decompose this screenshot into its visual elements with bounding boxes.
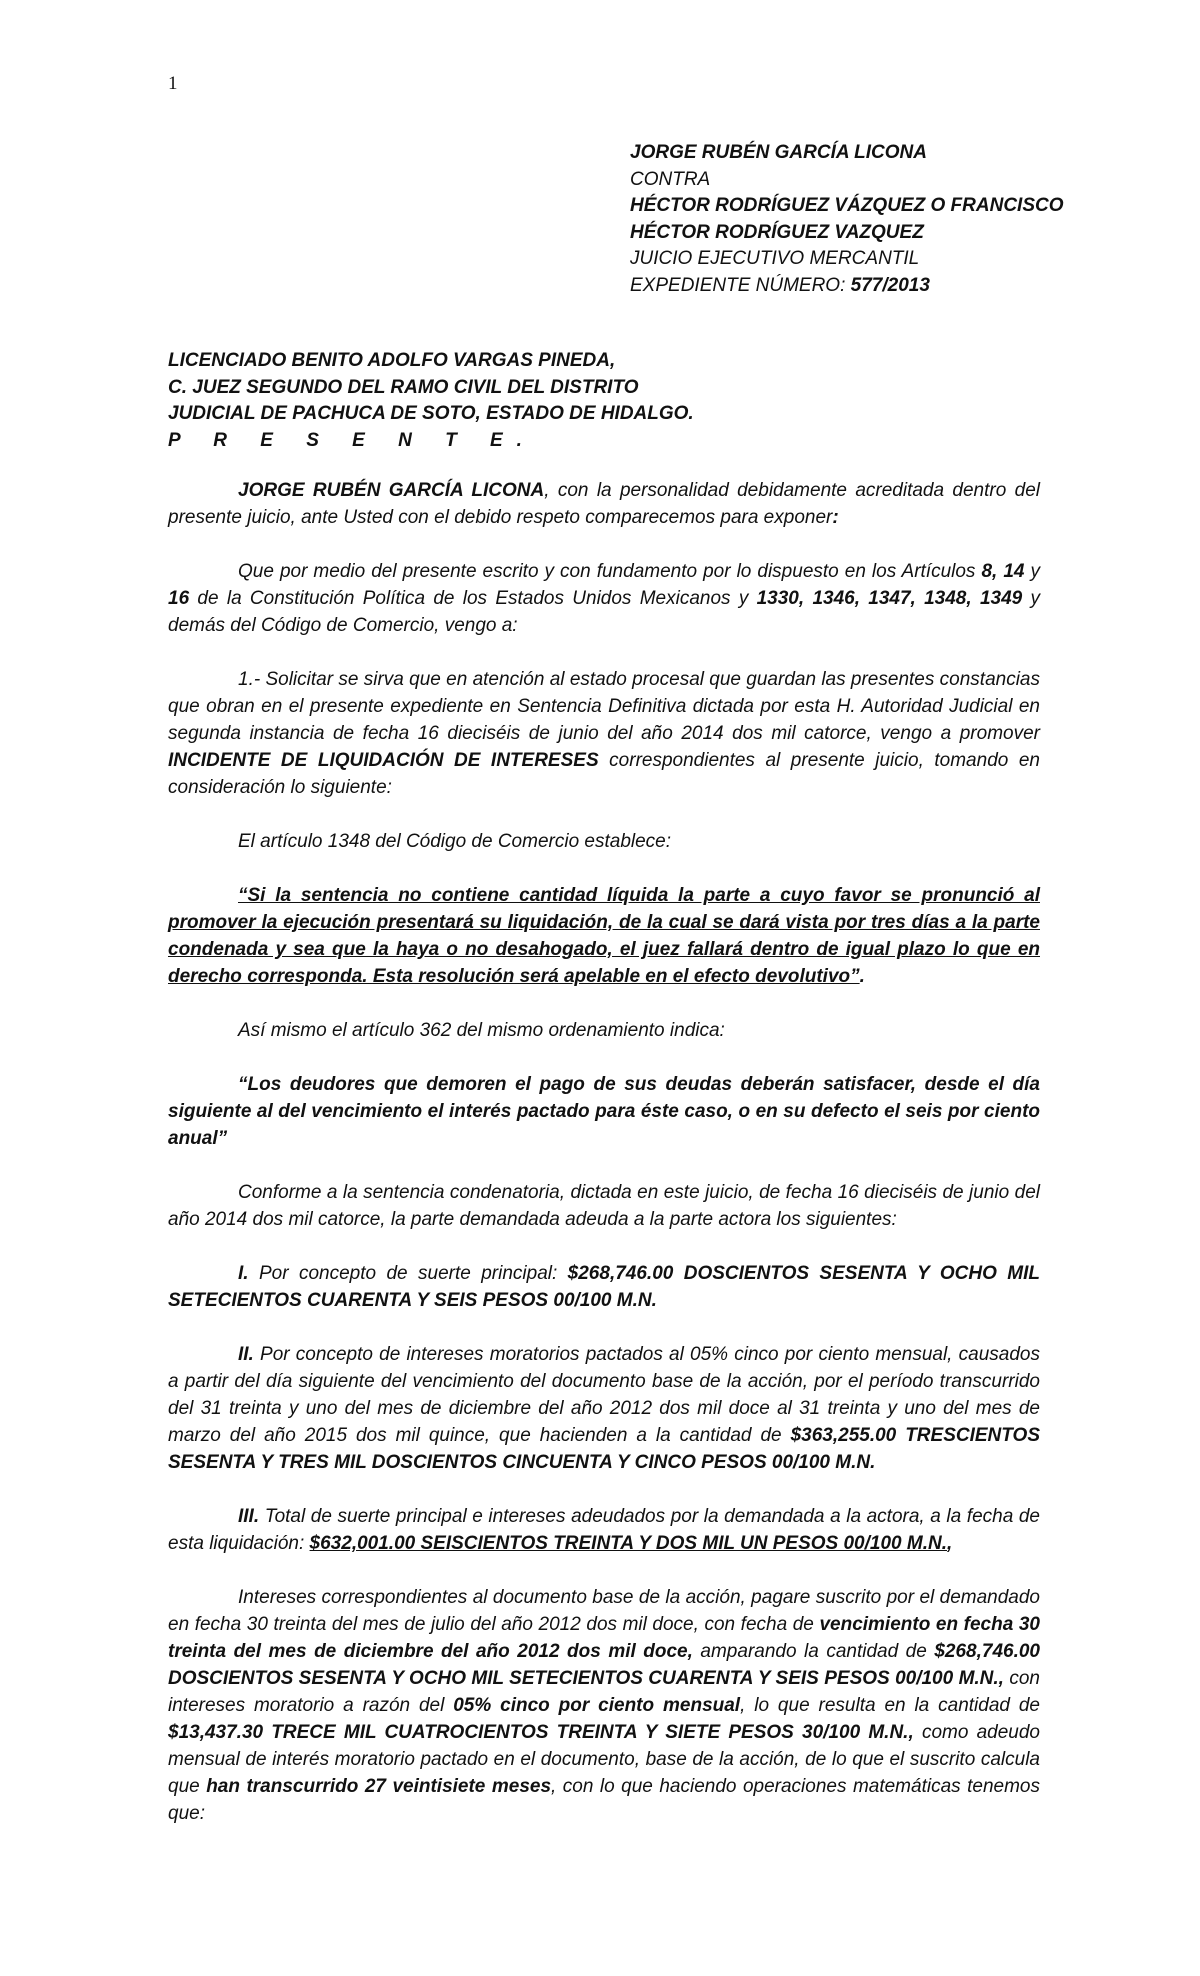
intro-text: , con la personalidad debidamente acreditada dentro del presente juicio, ante Usted con el debido respeto comparecemos para exponer — [168, 480, 1040, 528]
interest-principal-amount: $268,746.00 DOSCIENTOS SESENTA Y OCHO MIL SETECIENTOS CUARENTA Y SEIS PESOS 00/100 M.N., — [168, 1641, 1040, 1689]
case-caption — [630, 140, 1064, 299]
interest-calculation-paragraph — [168, 1584, 1040, 1827]
interest-text-3: con intereses moratorio a razón del — [168, 1668, 1040, 1716]
interest-due-date: vencimiento en fecha 30 treinta del mes de diciembre del año 2012 dos mil doce, — [168, 1614, 1040, 1662]
grounds-text-2: y — [1024, 561, 1041, 582]
interest-monthly-amount: $13,437.30 TRECE MIL CUATROCIENTOS TREINTA Y SIETE PESOS 30/100 M.N., — [168, 1722, 914, 1743]
petitioner-name: JORGE RUBÉN GARCÍA LICONA — [238, 480, 545, 501]
file-number: 577/2013 — [850, 274, 930, 296]
addressee-line-1: LICENCIADO BENITO ADOLFO VARGAS PINEDA, — [168, 350, 616, 371]
grounds-text-3: de la Constitución Política de los Estados Unidos Mexicanos y — [189, 588, 757, 609]
file-number-label: EXPEDIENTE NÚMERO: — [630, 274, 851, 296]
request-text-1: 1.- Solicitar se sirva que en atención al estado procesal que guardan las presentes constancias que obran en el presente expediente en Sentencia Definitiva dictada por esta H. Autoridad Judicial en segunda instancia de fecha 16 dieciséis de junio del año 2014 dos mil catorce, vengo a promover — [168, 669, 1040, 744]
interest-months-elapsed: han transcurrido 27 veintisiete meses — [206, 1776, 552, 1797]
item-number: III. — [238, 1506, 260, 1527]
article-1348-quote-period: . — [859, 966, 865, 987]
interest-text-4: , lo que resulta en la cantidad de — [740, 1695, 1040, 1716]
addressee-line-2: C. JUEZ SEGUNDO DEL RAMO CIVIL DEL DISTRITO — [168, 376, 639, 398]
item-text: Total de suerte principal e intereses adeudados por la demandada a la actora, a la fecha de esta liquidación: — [168, 1506, 1040, 1554]
item-number: I. — [238, 1263, 249, 1284]
grounds-articles-3: 1330, 1346, 1347, 1348, 1349 — [756, 588, 1023, 609]
item-total — [168, 1503, 1040, 1557]
interest-text-2: amparando la cantidad de — [692, 1641, 935, 1662]
request-text-2: correspondientes al presente juicio, tomando en consideración lo siguiente: — [168, 750, 1040, 798]
interest-rate: 05% cinco por ciento mensual — [453, 1695, 741, 1716]
item-text: Por concepto de suerte principal: — [248, 1263, 568, 1284]
addressee-block — [168, 348, 768, 454]
article-1348-quote-text: “Si la sentencia no contiene cantidad líquida la parte a cuyo favor se pronunció al promover la ejecución presentará su liquidación, de la cual se dará vista por tres días a la parte condenada y sea que la haya o no desahogado, el juez fallará dentro de igual plazo lo que en derecho corresponda. Esta resolución será apelable en el efecto devolutivo” — [168, 885, 1040, 987]
item-amount: $632,001.00 SEISCIENTOS TREINTA Y DOS MIL UN PESOS 00/100 M.N. — [309, 1533, 947, 1554]
item-interest — [168, 1341, 1040, 1476]
defendant-name-line-2: HÉCTOR RODRÍGUEZ VAZQUEZ — [630, 221, 924, 243]
judgment-paragraph: Conforme a la sentencia condenatoria, dictada en este juicio, de fecha 16 dieciséis de junio del año 2014 dos mil catorce, la parte demandada adeuda a la parte actora los siguientes: — [168, 1182, 1040, 1230]
item-amount: $363,255.00 TRESCIENTOS SESENTA Y TRES MIL DOSCIENTOS CINCUENTA Y CINCO PESOS 00/100 M.N. — [168, 1425, 1040, 1473]
article-362-quote: “Los deudores que demoren el pago de sus deudas deberán satisfacer, desde el día siguiente al del vencimiento el interés pactado para éste caso, o en su defecto el seis por ciento anual” — [168, 1074, 1040, 1149]
presente-label: P R E S E N T E. — [168, 429, 536, 451]
plaintiff-name: JORGE RUBÉN GARCÍA LICONA — [630, 142, 927, 163]
document-body — [168, 477, 1040, 1827]
item-amount: $268,746.00 DOSCIENTOS SESENTA Y OCHO MIL SETECIENTOS CUARENTA Y SEIS PESOS 00/100 M.N. — [168, 1263, 1040, 1311]
interest-text-6: , con lo que haciendo operaciones matemáticas tenemos que: — [168, 1776, 1040, 1824]
interest-text-5: como adeudo mensual de interés moratorio pactado en el documento, base de la acción, de lo que el suscrito calcula que — [168, 1722, 1041, 1797]
request-incident-title: INCIDENTE DE LIQUIDACIÓN DE INTERESES — [168, 750, 599, 771]
grounds-text-1: Que por medio del presente escrito y con fundamento por lo dispuesto en los Artículos — [238, 561, 982, 582]
article-1348-quote — [168, 882, 1040, 990]
grounds-articles-2: 16 — [168, 588, 190, 609]
item-number: II. — [238, 1344, 254, 1365]
legal-grounds-paragraph — [168, 558, 1040, 639]
grounds-articles-1: 8, 14 — [981, 561, 1025, 582]
intro-paragraph — [168, 477, 1040, 531]
interest-text-1: Intereses correspondientes al documento base de la acción, pagare suscrito por el demandado en fecha 30 treinta del mes de julio del año 2012 dos mil doce, con fecha de — [168, 1587, 1040, 1635]
defendant-name-line-1: HÉCTOR RODRÍGUEZ VÁZQUEZ O FRANCISCO — [630, 195, 1064, 216]
item-tail: , — [947, 1533, 953, 1554]
request-paragraph — [168, 666, 1040, 801]
versus-label: CONTRA — [630, 168, 711, 190]
addressee-line-3: JUDICIAL DE PACHUCA DE SOTO, ESTADO DE HIDALGO. — [168, 403, 694, 424]
item-principal — [168, 1260, 1040, 1314]
page-number: 1 — [168, 73, 178, 94]
file-number-line — [630, 273, 1050, 300]
grounds-text-4: y demás del Código de Comercio, vengo a: — [168, 588, 1041, 636]
intro-colon: : — [832, 507, 839, 528]
case-type: JUICIO EJECUTIVO MERCANTIL — [630, 248, 920, 269]
item-text: Por concepto de intereses moratorios pactados al 05% cinco por ciento mensual, causados a partir del día siguiente del vencimiento del documento base de la acción, por el período transcurrido del 31 treinta y uno del mes de diciembre del año 2012 dos mil doce al 31 treinta y uno del mes de marzo del año 2015 dos mil quince, que hacienden a la cantidad de — [168, 1344, 1040, 1446]
article-1348-intro: El artículo 1348 del Código de Comercio establece: — [238, 831, 672, 852]
article-362-intro: Así mismo el artículo 362 del mismo ordenamiento indica: — [238, 1020, 725, 1041]
